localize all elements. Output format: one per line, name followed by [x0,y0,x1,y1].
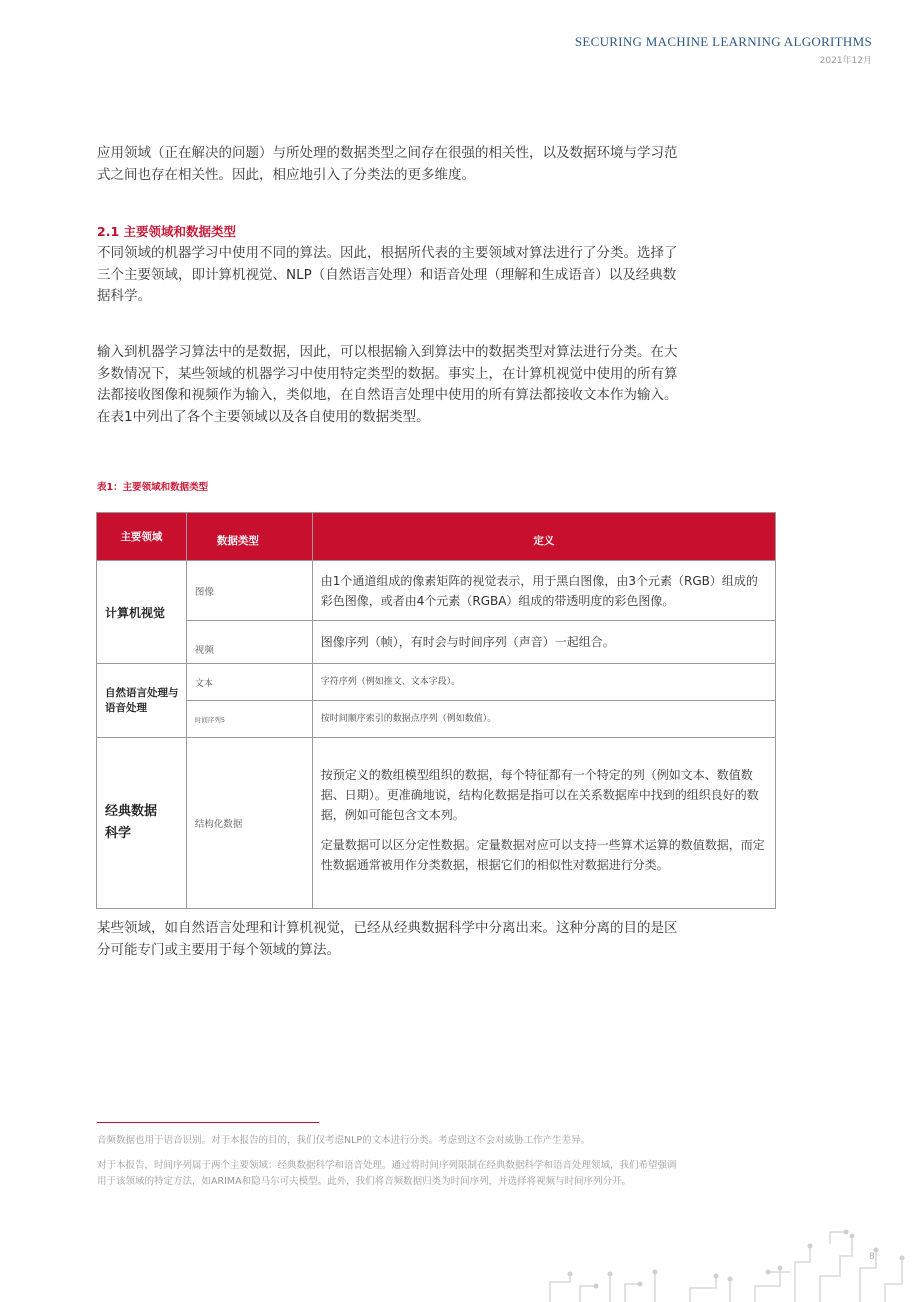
report-date: 2021年12月 [819,56,872,66]
type-structured-data: 结构化数据 [186,738,312,909]
type-text: 文本 [186,664,312,701]
type-video: 视频 [186,621,312,664]
table-header-row [97,513,776,561]
closing-paragraph: 某些领域，如自然语言处理和计算机视觉，已经从经典数据科学中分离出来。这种分离的目的是区分可能专门或主要用于每个领域的算法。 [97,920,678,958]
table-row [97,738,776,909]
footnote-1: 音频数据也用于语音识别。对于本报告的目的，我们仅考虑NLP的文本进行分类。考虑到这不会对威胁工作产生差异。 [97,1135,591,1146]
domain-nlp-speech: 自然语言处理与语音处理 [97,664,187,738]
type-time-series: 时间序列5 [186,701,312,738]
paragraph-domains: 不同领域的机器学习中使用不同的算法。因此，根据所代表的主要领域对算法进行了分类。选择了三个主要领域，即计算机视觉、NLP（自然语言处理）和语音处理（理解和生成语音）以及经典数据科学。 [97,245,678,304]
intro-paragraph: 应用领域（正在解决的问题）与所处理的数据类型之间存在很强的相关性，以及数据环境与学习范式之间也存在相关性。因此，相应地引入了分类法的更多维度。 [97,145,678,183]
domains-table [96,512,776,909]
section-heading: 2.1 主要领域和数据类型 [97,224,236,239]
domain-computer-vision: 计算机视觉 [97,561,187,664]
table-row [97,621,776,664]
paragraph-data-types: 输入到机器学习算法中的是数据，因此，可以根据输入到算法中的数据类型对算法进行分类。在大多数情况下，某些领域的机器学习中使用特定类型的数据。事实上，在计算机视觉中使用的所有算法都接收图像和视频作为输入，类似地，在自然语言处理中使用的所有算法都接收文本作为输入。在表1中列出了各个主要领域以及各自使用的数据类型。 [97,344,678,425]
definition-structured-data-part2: 定量数据可以区分定性数据。定量数据对应可以支持一些算术运算的数值数据，而定性数据通常被用作分类数据，根据它们的相似性对数据进行分类。 [320,838,765,872]
table-row [97,561,776,621]
definition-image: 由1个通道组成的像素矩阵的视觉表示，用于黑白图像，由3个元素（RGB）组成的彩色图像，或者由4个元素（RGBA）组成的带透明度的彩色图像。 [312,561,775,621]
type-image: 图像 [186,561,312,621]
definition-video: 图像序列（帧），有时会与时间序列（声音）一起组合。 [312,621,775,664]
definition-time-series: 按时间顺序索引的数据点序列（例如数值）。 [312,701,775,738]
header-definition: 定义 [312,513,775,561]
footnote-2: 对于本报告，时间序列属于两个主要领域：经典数据科学和语音处理。通过将时间序列限制在经典数据科学和语音处理领域，我们希望强调用于该领域的特定方法，如ARIMA和隐马尔可夫模型。此外，我们将音频数据归类为时间序列，并选择将视频与时间序列分开。 [97,1160,677,1187]
report-title: SECURING MACHINE LEARNING ALGORITHMS [574,34,872,49]
page-number: 8 [869,1252,875,1262]
definition-structured-data-part1: 按预定义的数组模型组织的数据，每个特征都有一个特定的列（例如文本、数值数据、日期）。更准确地说，结构化数据是指可以在关系数据库中找到的组织良好的数据，例如可能包含文本列。 [320,768,759,822]
table-row [97,701,776,738]
footnote-divider [97,1122,319,1123]
table-row [97,664,776,701]
header-domain: 主要领域 [97,513,187,561]
circuit-decoration-icon [540,1226,920,1302]
header-data-type: 数据类型 [186,513,312,561]
definition-text: 字符序列（例如推文、文本字段）。 [312,664,775,701]
definition-structured-data [312,738,775,909]
table-caption: 表1：主要领域和数据类型 [97,482,209,493]
domain-classic-data-science: 经典数据科学 [97,738,187,909]
